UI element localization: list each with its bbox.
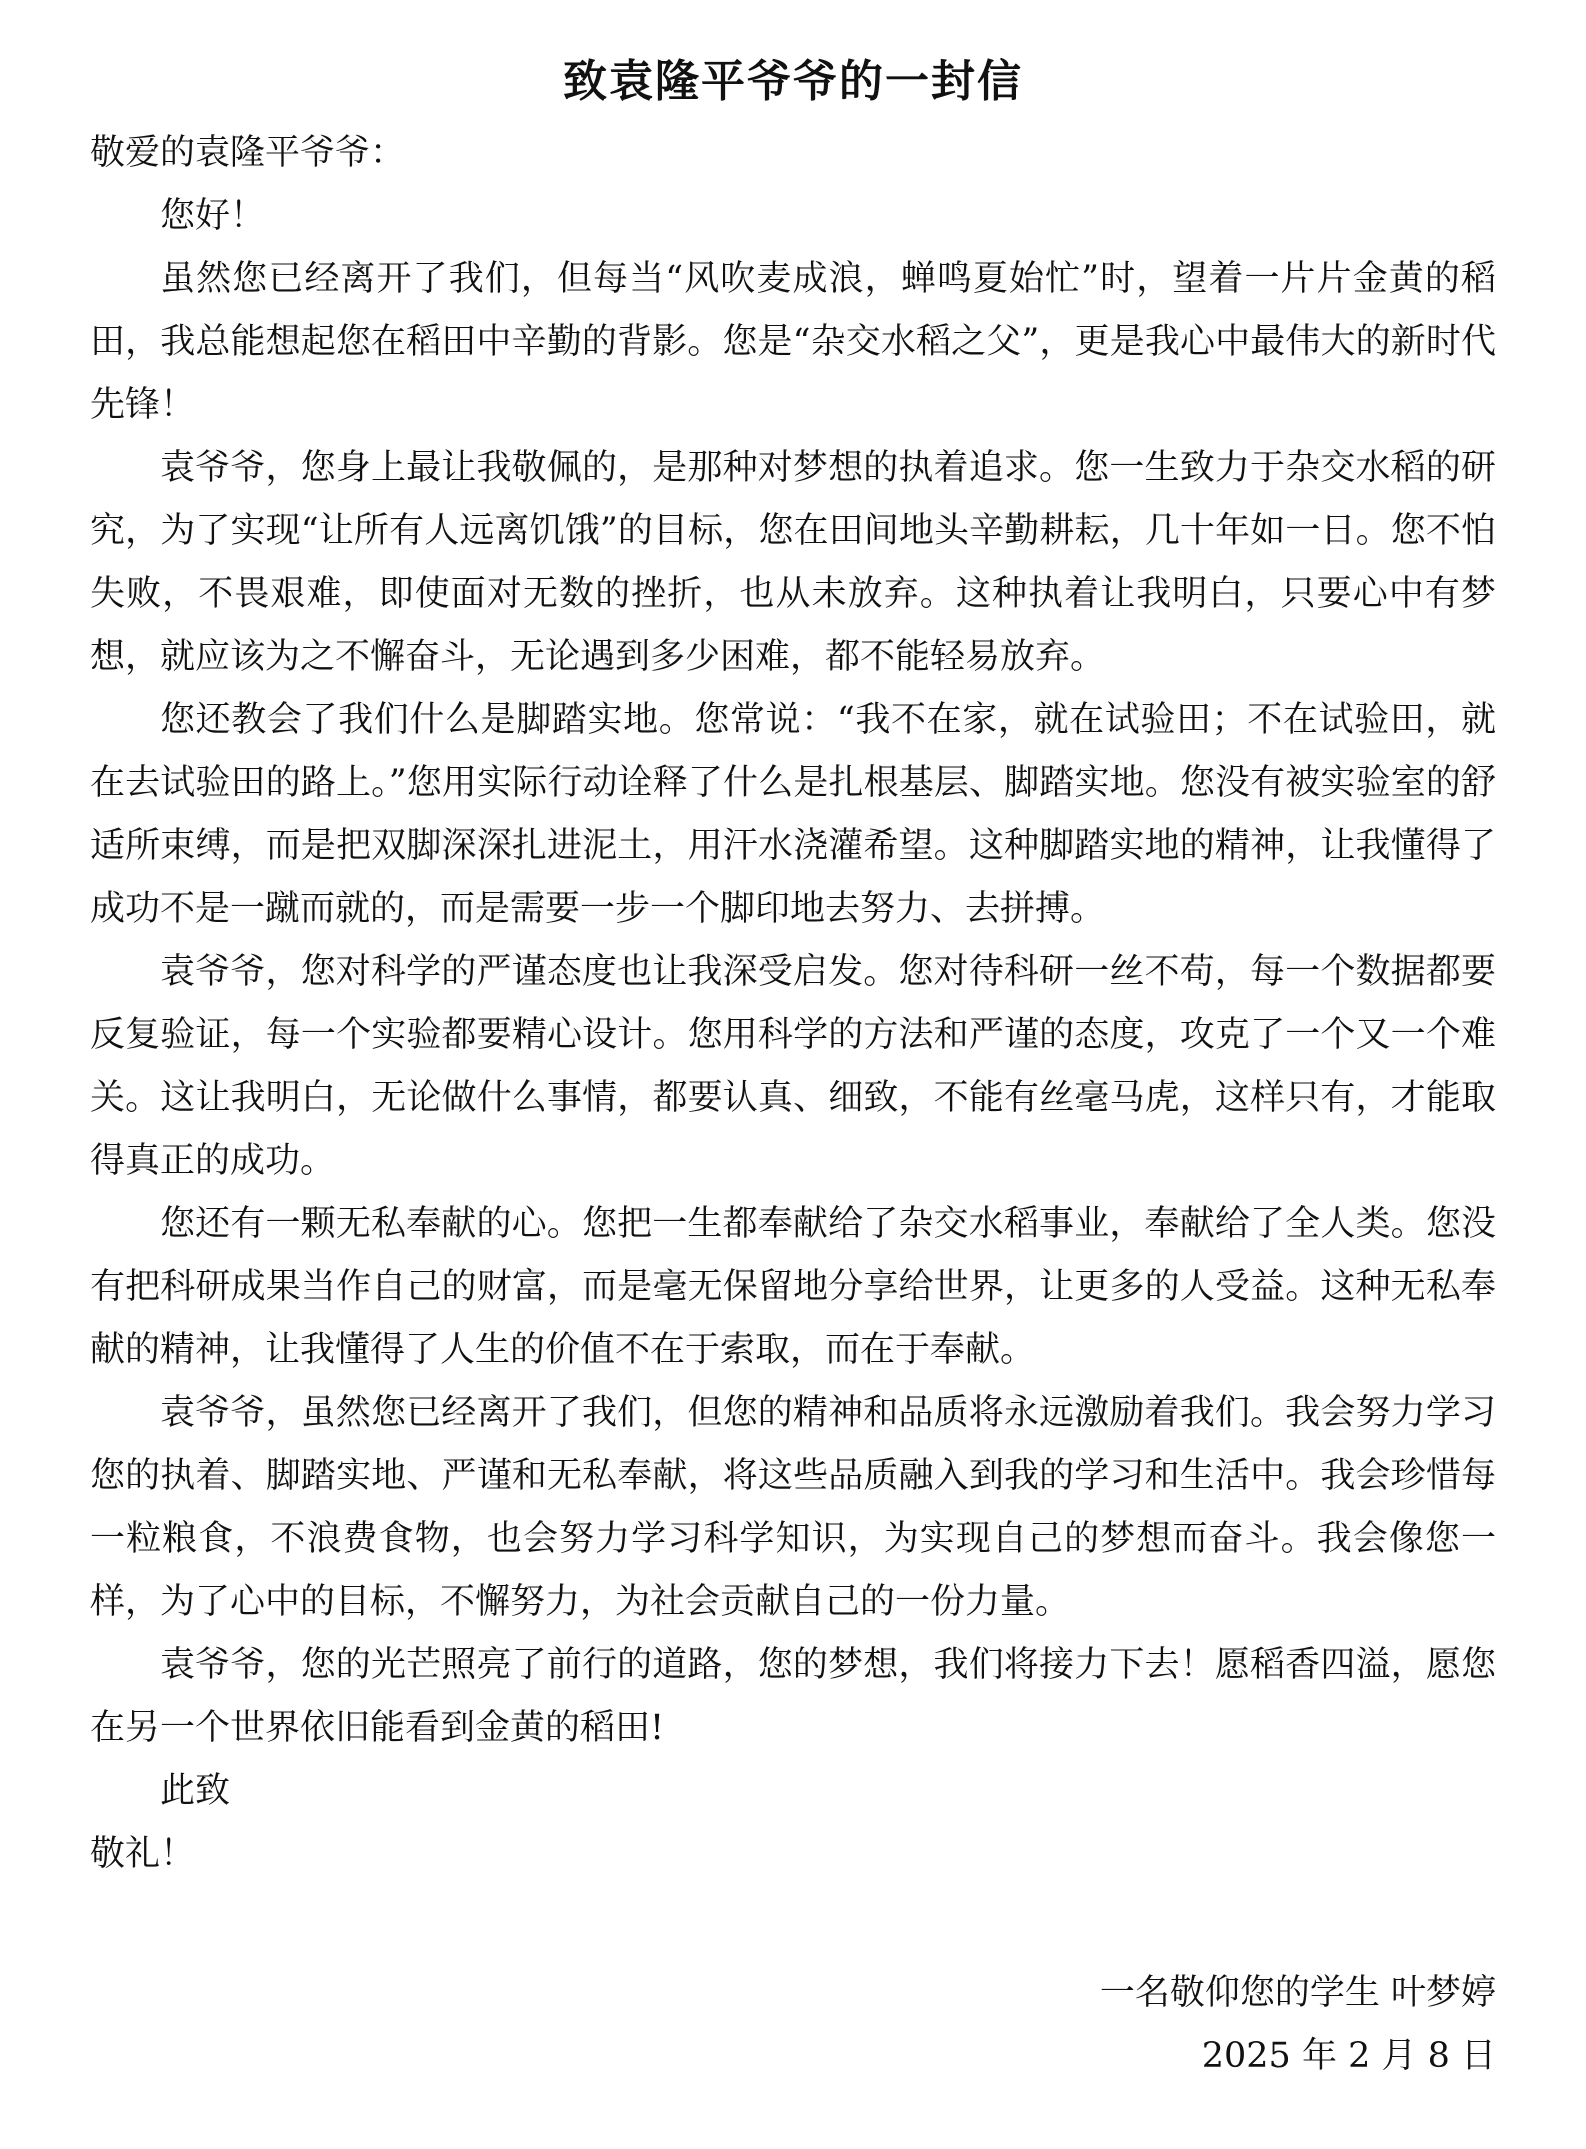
closing: 此致	[160, 1771, 231, 1811]
regards: 敬礼！	[90, 1834, 196, 1874]
paragraph: 袁爷爷，您身上最让我敬佩的，是那种对梦想的执着追求。您一生致力于杂交水稻的研究，为了实现“让所有人远离饥饿”的目标，您在田间地头辛勤耕耘，几十年如一日。您不怕失败，不畏艰难，即使面对无数的挫折，也从未放弃。这种执着让我明白，只要心中有梦想，就应该为之不懈奋斗，无论遇到多少困难，都不能轻易放弃。	[90, 448, 1496, 677]
salutation: 敬爱的袁隆平爷爷：	[90, 133, 406, 173]
signature-block	[1100, 1962, 1496, 2088]
signature: 一名敬仰您的学生 叶梦婷	[1099, 1973, 1496, 2013]
paragraph: 袁爷爷，您对科学的严谨态度也让我深受启发。您对待科研一丝不苟，每一个数据都要反复验证，每一个实验都要精心设计。您用科学的方法和严谨的态度，攻克了一个又一个难关。这让我明白，无论做什么事情，都要认真、细致，不能有丝毫马虎，这样只有，才能取得真正的成功。	[90, 952, 1496, 1181]
letter-date: 2025 年 2 月 8 日	[1201, 2036, 1496, 2076]
paragraph: 袁爷爷，您的光芒照亮了前行的道路，您的梦想，我们将接力下去！愿稻香四溢，愿您在另一个世界依旧能看到金黄的稻田!	[90, 1645, 1496, 1748]
letter-title: 致袁隆平爷爷的一封信	[563, 56, 1023, 107]
paragraph: 您还有一颗无私奉献的心。您把一生都奉献给了杂交水稻事业，奉献给了全人类。您没有把科研成果当作自己的财富，而是毫无保留地分享给世界，让更多的人受益。这种无私奉献的精神，让我懂得了人生的价值不在于索取，而在于奉献。	[90, 1204, 1496, 1370]
paragraph: 您还教会了我们什么是脚踏实地。您常说：“我不在家，就在试验田；不在试验田，就在去试验田的路上。”您用实际行动诠释了什么是扎根基层、脚踏实地。您没有被实验室的舒适所束缚，而是把双脚深深扎进泥土，用汗水浇灌希望。这种脚踏实地的精神，让我懂得了成功不是一蹴而就的，而是需要一步一个脚印地去努力、去拼搏。	[90, 700, 1496, 929]
letter-body	[90, 122, 1496, 1886]
paragraph: 袁爷爷，虽然您已经离开了我们，但您的精神和品质将永远激励着我们。我会努力学习您的执着、脚踏实地、严谨和无私奉献，将这些品质融入到我的学习和生活中。我会珍惜每一粒粮食，不浪费食物，也会努力学习科学知识，为实现自己的梦想而奋斗。我会像您一样，为了心中的目标，不懈努力，为社会贡献自己的一份力量。	[90, 1393, 1496, 1622]
paragraph: 虽然您已经离开了我们，但每当“风吹麦成浪，蝉鸣夏始忙”时，望着一片片金黄的稻田，我总能想起您在稻田中辛勤的背影。您是“杂交水稻之父”，更是我心中最伟大的新时代先锋！	[90, 259, 1496, 425]
greeting: 您好！	[160, 196, 266, 236]
